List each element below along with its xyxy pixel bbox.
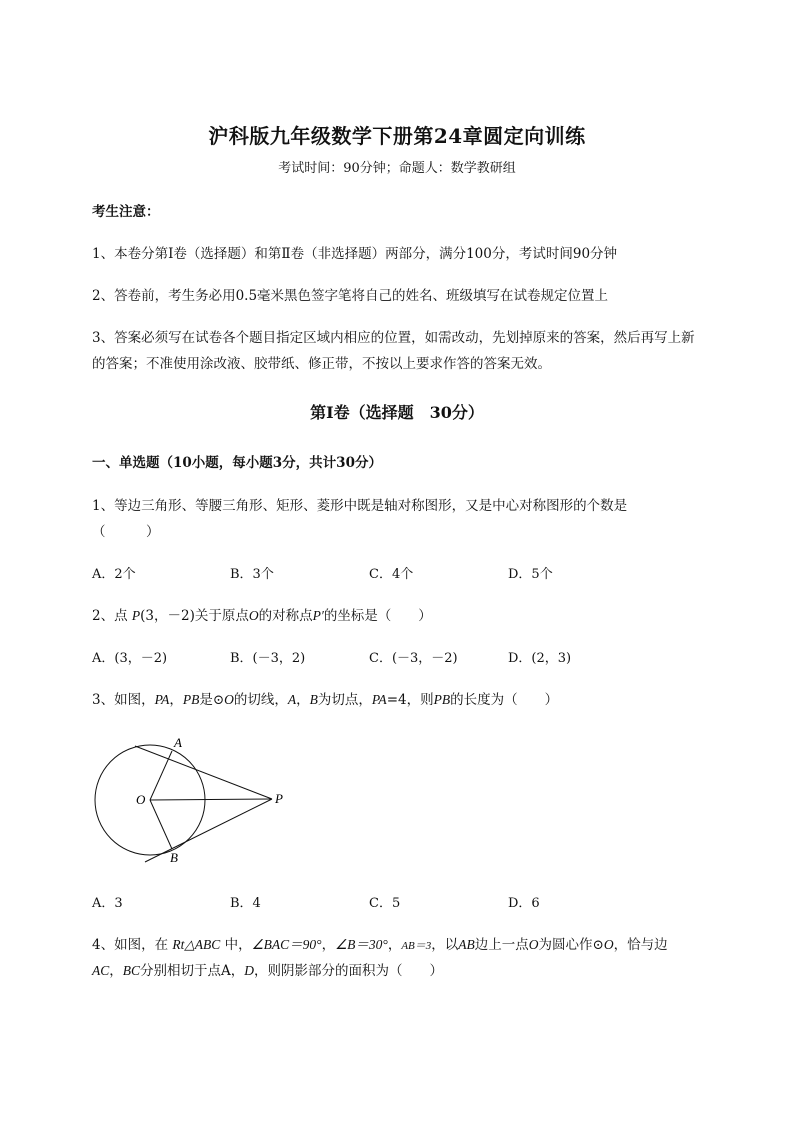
q4-d: D <box>244 963 255 978</box>
q2-point-p: P <box>131 608 141 623</box>
tangent-figure <box>90 728 300 868</box>
question-3-option-c: C．5 <box>369 896 401 911</box>
question-1-option-a: A．2个 <box>92 567 136 582</box>
q3-o: O <box>224 692 234 707</box>
question-2-option-d: D．(2，3) <box>508 651 572 666</box>
q4-o: O <box>528 937 539 952</box>
question-3-option-a: A．3 <box>92 896 123 911</box>
q4-bc: BC <box>122 963 141 978</box>
q4-o-2: O <box>603 937 614 952</box>
q4-text-10: 分别相切于点A， <box>140 963 245 979</box>
question-4-stem-line1 <box>92 933 668 953</box>
question-1-stem: 1、等边三角形、等腰三角形、矩形、菱形中既是轴对称图形，又是中心对称图形的个数是 <box>92 498 628 514</box>
question-3-option-d: D．6 <box>508 896 540 911</box>
q4-text-1: 4、如图，在 <box>92 937 173 953</box>
question-2-option-a: A．(3，－2) <box>92 651 168 666</box>
question-3-option-b: B．4 <box>230 896 261 911</box>
q3-text-5: ， <box>296 692 310 708</box>
q4-ab: AB <box>458 937 475 952</box>
q3-text-3: 是⊙ <box>199 692 225 708</box>
radius-oa <box>150 751 172 800</box>
label-b: B <box>170 850 178 865</box>
q3-text-2: ， <box>169 692 183 708</box>
part-title: 一、单选题（10小题，每小题3分，共计30分） <box>92 455 382 471</box>
q2-point-p-prime: P′ <box>312 608 324 623</box>
label-o: O <box>136 792 146 807</box>
q4-text-2: 中， <box>220 937 252 953</box>
tangent-line-pa <box>135 746 272 799</box>
q4-text-5: ，以 <box>431 937 459 953</box>
question-2-option-c: C．(－3，－2) <box>369 651 458 666</box>
question-1-option-d: D．5个 <box>508 567 553 582</box>
page-title: 沪科版九年级数学下册第24章圆定向训练 <box>208 124 586 148</box>
q3-pa: PA <box>154 692 170 707</box>
radius-ob <box>150 800 172 849</box>
q3-b: B <box>309 692 318 707</box>
notice-item-3-cont: 的答案；不准使用涂改液、胶带纸、修正带，不按以上要求作答的答案无效。 <box>92 356 551 372</box>
q4-text-9: ， <box>109 963 123 979</box>
q4-text-8: ，恰与边 <box>613 937 668 953</box>
question-1-option-c: C．4个 <box>369 567 414 582</box>
q3-pb-2: PB <box>433 692 451 707</box>
q2-text-1: 2、点 <box>92 608 132 624</box>
q2-text-3: 的对称点 <box>258 608 313 624</box>
q3-text-7: =4，则 <box>386 692 434 708</box>
q4-triangle: Rt△ABC <box>172 937 221 952</box>
q4-angle-bac: ∠BAC＝90° <box>251 937 322 952</box>
q2-text-2: (3，－2)关于原点 <box>140 608 249 624</box>
q4-text-4: ， <box>387 937 402 953</box>
q3-a: A <box>287 692 297 707</box>
segment-op <box>150 799 272 800</box>
page-subtitle: 考试时间：90分钟；命题人：数学教研组 <box>278 161 516 176</box>
section-title: 第I卷（选择题 30分） <box>310 403 484 422</box>
question-1-blank: （ ） <box>92 524 160 540</box>
q4-ac: AC <box>92 963 110 978</box>
q3-pb: PB <box>182 692 200 707</box>
q3-text-8: 的长度为（ ） <box>450 692 559 708</box>
question-4-stem-line2 <box>92 959 443 979</box>
q4-ab-length: AB＝3 <box>401 940 432 952</box>
q4-text-6: 边上一点 <box>474 937 529 953</box>
label-a: A <box>174 735 182 750</box>
notice-item-1: 1、本卷分第I卷（选择题）和第Ⅱ卷（非选择题）两部分，满分100分，考试时间90分钟 <box>92 246 618 262</box>
label-p: P <box>275 791 283 806</box>
q3-text-1: 3、如图， <box>92 692 155 708</box>
q3-pa-2: PA <box>371 692 387 707</box>
notice-item-3: 3、答案必须写在试卷各个题目指定区域内相应的位置，如需改动，先划掉原来的答案，然后再写上新 <box>92 330 695 346</box>
q3-text-4: 的切线， <box>233 692 288 708</box>
q2-text-4: 的坐标是（ ） <box>323 608 432 624</box>
q2-point-o: O <box>248 608 259 623</box>
q4-angle-b: ∠B＝30° <box>335 937 388 952</box>
question-2-option-b: B．(－3，2) <box>230 651 306 666</box>
notice-item-2: 2、答卷前，考生务必用0.5毫米黑色签字笔将自己的姓名、班级填写在试卷规定位置上 <box>92 288 609 304</box>
question-3-stem <box>92 688 558 708</box>
q3-text-6: 为切点， <box>317 692 372 708</box>
q4-text-7: 为圆心作⊙ <box>538 937 604 953</box>
q4-text-3: ， <box>321 937 336 953</box>
notice-heading: 考生注意： <box>92 204 160 220</box>
question-2-stem <box>92 604 432 624</box>
question-1-option-b: B．3个 <box>230 567 274 582</box>
q4-text-11: ，则阴影部分的面积为（ ） <box>254 963 444 979</box>
